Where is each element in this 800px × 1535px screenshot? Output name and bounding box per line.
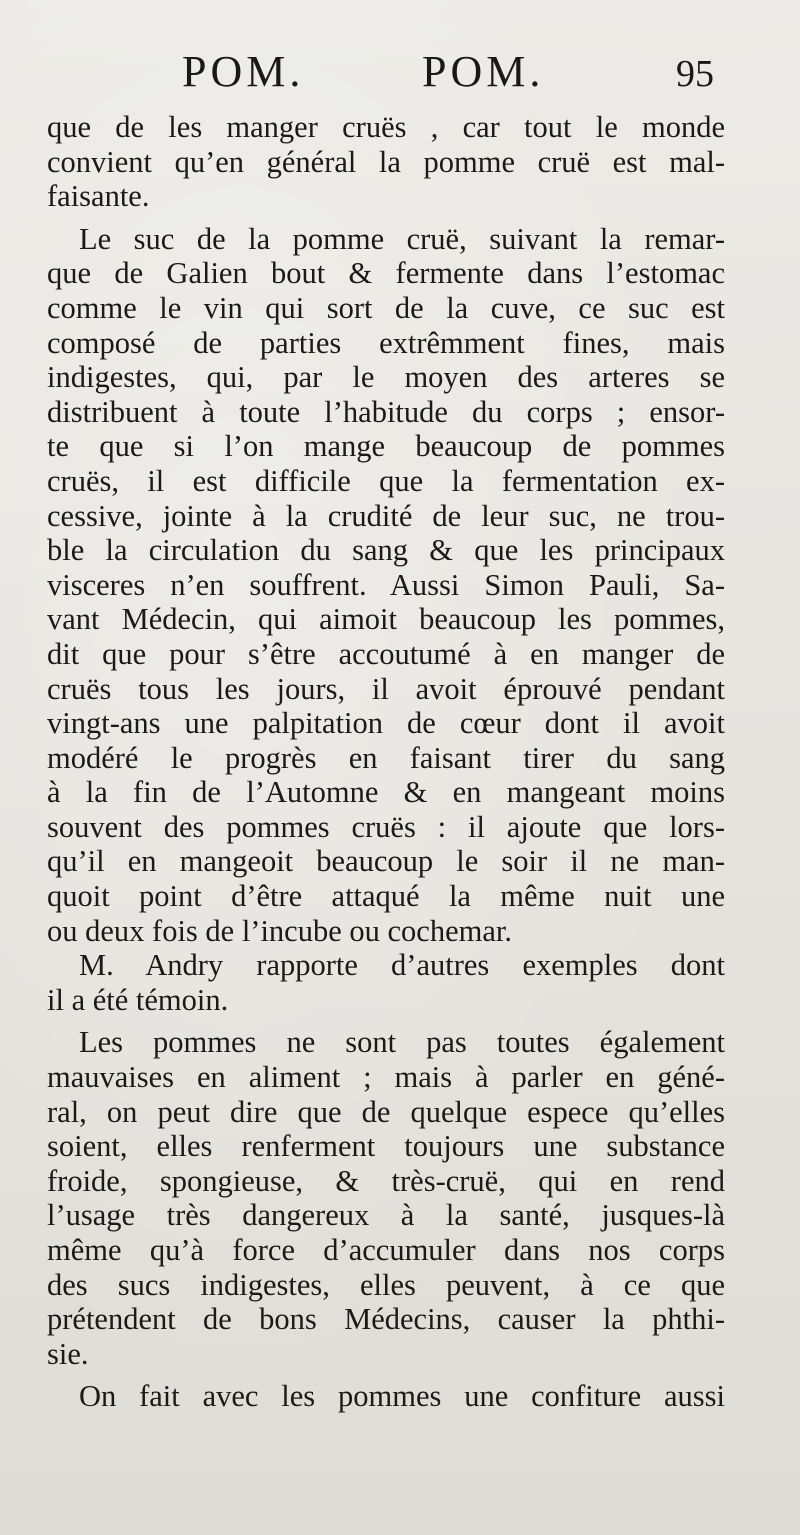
text-line: Les pommes ne sont pas toutes également	[79, 1025, 725, 1060]
text-line: M. Andry rapporte d’autres exemples dont	[79, 948, 725, 983]
text-line: Le suc de la pomme cruë, suivant la remar-	[79, 221, 725, 256]
text-line: distribuent à toute l’habitude du corps ; ensor-	[47, 394, 725, 429]
text-line: des sucs indigestes, elles peuvent, à ce que	[47, 1267, 725, 1302]
body-text	[47, 110, 725, 1414]
text-line: ble la circulation du sang & que les principaux	[47, 533, 725, 568]
text-line: souvent des pommes cruës : il ajoute que lors-	[47, 809, 725, 844]
text-line: que de les manger cruës , car tout le monde	[47, 110, 725, 144]
text-line: dit que pour s’être accoutumé à en manger de	[47, 636, 725, 671]
text-line: te que si l’on mange beaucoup de pommes	[47, 429, 725, 464]
text-line: composé de parties extrêmment fines, mais	[47, 325, 725, 360]
text-line: qu’il en mangeoit beaucoup le soir il ne man-	[47, 844, 725, 879]
text-line: l’usage très dangereux à la santé, jusques-là	[47, 1198, 725, 1233]
text-line: comme le vin qui sort de la cuve, ce suc est	[47, 290, 725, 325]
text-line: vant Médecin, qui aimoit beaucoup les pommes,	[47, 602, 725, 637]
paragraph-2	[47, 222, 725, 948]
paragraph-5	[47, 1379, 725, 1414]
text-line: ral, on peut dire que de quelque espece qu’elles	[47, 1094, 725, 1129]
running-head	[0, 44, 800, 100]
text-line: cruës tous les jours, il avoit éprouvé pendant	[47, 671, 725, 706]
text-line: froide, spongieuse, & très-cruë, qui en rend	[47, 1163, 725, 1198]
text-line: cruës, il est difficile que la fermentation ex-	[47, 463, 725, 498]
text-line: ou deux fois de l’incube ou cochemar.	[47, 913, 512, 948]
text-line: modéré le progrès en faisant tirer du sang	[47, 740, 725, 775]
paragraph-4	[47, 1025, 725, 1371]
text-line: quoit point d’être attaqué la même nuit une	[47, 879, 725, 914]
text-line: soient, elles renferment toujours une substance	[47, 1129, 725, 1164]
text-line: même qu’à force d’accumuler dans nos corps	[47, 1233, 725, 1267]
text-line: cessive, jointe à la crudité de leur suc, ne trou-	[47, 498, 725, 533]
text-line: il a été témoin.	[47, 982, 229, 1017]
running-head-left: POM.	[182, 47, 305, 96]
page-number: 95	[676, 53, 714, 95]
paragraph-3	[47, 948, 725, 1017]
text-line: sie.	[47, 1336, 89, 1371]
paragraph-1	[47, 110, 725, 214]
text-line: mauvaises en aliment ; mais à parler en géné-	[47, 1060, 725, 1095]
text-line: visceres n’en souffrent. Aussi Simon Pauli, Sa-	[47, 567, 725, 602]
text-line: faisante.	[47, 179, 150, 214]
text-line: vingt-ans une palpitation de cœur dont il avoit	[47, 706, 725, 741]
running-head-right: POM.	[422, 47, 545, 96]
text-line: convient qu’en général la pomme cruë est mal-	[47, 144, 725, 179]
text-line: prétendent de bons Médecins, causer la phthi-	[47, 1302, 725, 1337]
text-line: à la fin de l’Automne & en mangeant moins	[47, 775, 725, 810]
text-line: indigestes, qui, par le moyen des arteres se	[47, 360, 725, 395]
text-line: On fait avec les pommes une confiture aussi	[79, 1379, 725, 1414]
text-line: que de Galien bout & fermente dans l’estomac	[47, 256, 725, 291]
